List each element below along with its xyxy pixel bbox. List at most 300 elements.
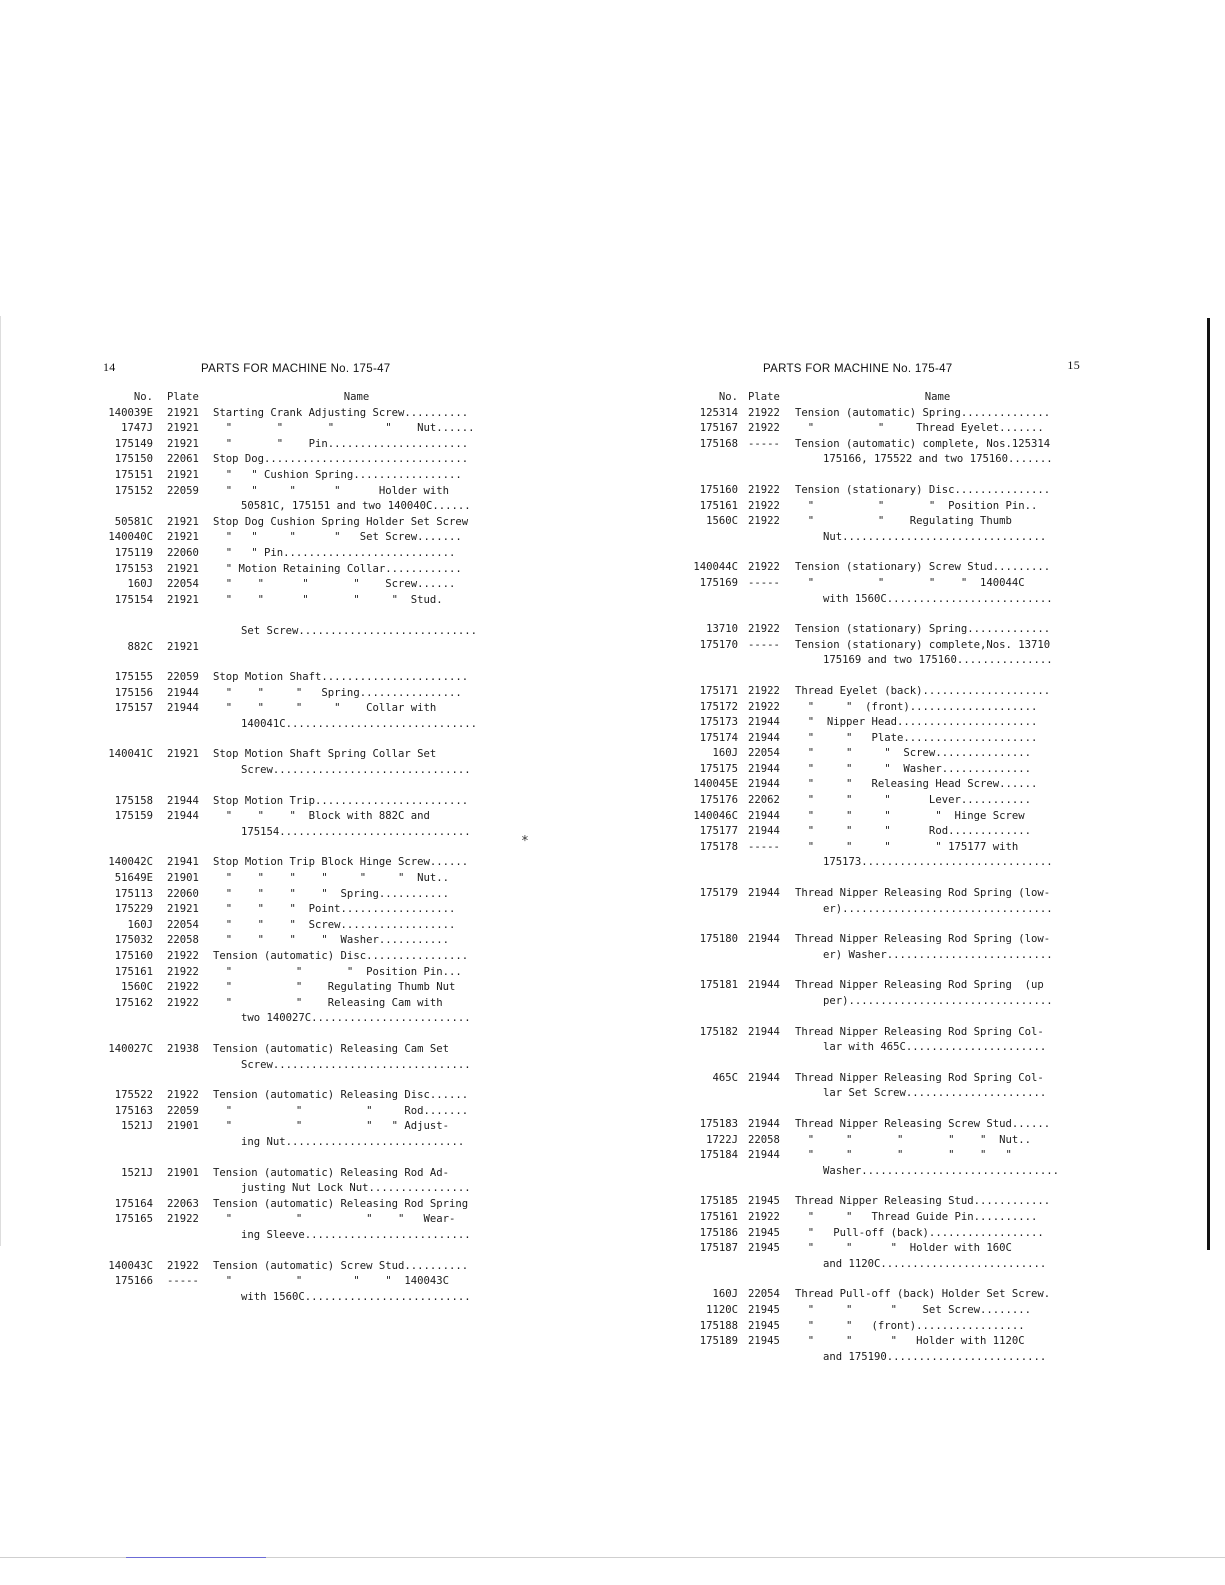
part-name	[795, 793, 1080, 809]
part-name	[213, 747, 500, 778]
part-name-line: " " " Position Pin...	[213, 965, 462, 978]
part-name-line: " " " Spring................	[213, 686, 462, 699]
part-name-line: Thread Nipper Releasing Rod Spring (up	[795, 979, 1044, 992]
part-name	[795, 1287, 1080, 1303]
part-row	[672, 514, 1080, 545]
plate-number: 22060	[167, 546, 199, 559]
part-name-continuation: ing Sleeve..........................	[241, 1228, 471, 1241]
part-name-continuation: and 175190.........................	[823, 1350, 1047, 1363]
part-row	[100, 1088, 500, 1104]
part-number: 175179	[699, 887, 738, 900]
plate-number: 21922	[748, 422, 780, 435]
part-name-continuation: with 1560C..........................	[241, 1290, 471, 1303]
part-name	[213, 809, 500, 840]
part-number: 175181	[699, 979, 738, 992]
part-name	[213, 1212, 500, 1243]
part-name	[213, 546, 500, 562]
plate-number: 21901	[167, 1120, 199, 1133]
right-parts-list	[672, 406, 1080, 1366]
left-page-header	[100, 360, 500, 390]
plate-number: -----	[748, 576, 780, 589]
part-row	[672, 1241, 1080, 1272]
part-name-line: Stop Motion Shaft.......................	[213, 671, 469, 684]
plate-number: 21922	[167, 1089, 199, 1102]
part-name	[795, 622, 1080, 638]
plate-number: 21945	[748, 1319, 780, 1332]
col-name-header: Name	[343, 391, 370, 403]
part-name-line: " " Regulating Thumb Nut	[213, 981, 456, 994]
part-row	[672, 932, 1080, 963]
part-name	[795, 421, 1080, 437]
part-name-line: " " (front).................	[795, 1319, 1025, 1332]
part-number: 175522	[114, 1089, 153, 1102]
part-name-line: Tension (automatic) Releasing Rod Spring	[213, 1197, 469, 1210]
part-name-continuation: and 1120C..........................	[823, 1257, 1047, 1270]
part-name-line: Tension (automatic) Spring..............	[795, 406, 1051, 419]
part-name	[213, 1197, 500, 1213]
right-page-title: PARTS FOR MACHINE No. 175-47	[763, 363, 953, 375]
part-row	[100, 1274, 500, 1305]
part-number: 175032	[114, 934, 153, 947]
part-name	[213, 1042, 500, 1073]
part-row	[100, 996, 500, 1027]
part-name-line: " " " " Collar with	[213, 702, 437, 715]
part-name-line: Tension (automatic) Screw Stud..........	[213, 1259, 469, 1272]
part-name	[795, 978, 1080, 1009]
part-name-line: " " " " Screw......	[213, 578, 456, 591]
part-row	[672, 840, 1080, 871]
part-row	[672, 1117, 1080, 1133]
plate-number: 21944	[748, 825, 780, 838]
part-number: 175160	[699, 483, 738, 496]
part-name-line: " " " " Set Screw.......	[213, 531, 462, 544]
part-name-line: " " " " " Nut..	[795, 1133, 1031, 1146]
part-number: 175184	[699, 1149, 738, 1162]
part-name-line: " " " " Holder with	[213, 484, 449, 497]
plate-number: 21921	[167, 422, 199, 435]
part-row	[100, 887, 500, 903]
part-row	[100, 980, 500, 996]
plate-number: -----	[167, 1275, 199, 1288]
part-row	[672, 700, 1080, 716]
part-name-line: " " " " Spring...........	[213, 887, 449, 900]
part-name	[795, 731, 1080, 747]
plate-number: 22058	[748, 1133, 780, 1146]
right-page	[672, 360, 1080, 1365]
part-number: 175163	[114, 1104, 153, 1117]
part-row	[100, 421, 500, 437]
plate-number: 21944	[748, 1117, 780, 1130]
left-page-title: PARTS FOR MACHINE No. 175-47	[201, 363, 391, 375]
part-row	[672, 886, 1080, 917]
part-name	[213, 965, 500, 981]
part-number: 175113	[114, 887, 153, 900]
part-row	[672, 1133, 1080, 1149]
part-number: 125314	[699, 406, 738, 419]
part-name	[795, 437, 1080, 468]
part-name-line: " Motion Retaining Collar............	[213, 562, 462, 575]
part-row	[672, 437, 1080, 468]
part-number: 175166	[114, 1275, 153, 1288]
part-row	[100, 468, 500, 484]
part-name-continuation	[213, 608, 500, 624]
part-name-line: " " " Lever...........	[795, 794, 1031, 807]
part-number: 175154	[114, 593, 153, 606]
part-row	[100, 577, 500, 593]
right-page-number: 15	[1067, 358, 1080, 372]
part-name-line: " " Plate.....................	[795, 731, 1038, 744]
part-number: 140040C	[108, 531, 153, 544]
part-number: 175155	[114, 671, 153, 684]
part-name	[795, 1071, 1080, 1102]
part-name	[213, 1166, 500, 1197]
part-name-continuation: lar with 465C......................	[823, 1041, 1047, 1054]
part-name-continuation: Washer...............................	[823, 1164, 1059, 1177]
part-row	[100, 1119, 500, 1150]
part-name	[213, 421, 500, 437]
left-page	[100, 360, 500, 1305]
part-number: 175169	[699, 576, 738, 589]
part-row	[100, 871, 500, 887]
part-number: 465C	[712, 1071, 738, 1084]
part-name	[795, 932, 1080, 963]
part-number: 160J	[127, 578, 153, 591]
part-number: 175186	[699, 1226, 738, 1239]
part-name	[795, 514, 1080, 545]
part-name	[213, 640, 500, 656]
part-name-line: " " Pin......................	[213, 437, 469, 450]
part-name-line: " " Cushion Spring.................	[213, 468, 462, 481]
part-name-line: " " " " Wear-	[213, 1213, 456, 1226]
part-row	[100, 933, 500, 949]
part-name-continuation: er) Washer..........................	[823, 948, 1053, 961]
part-number: 140039E	[108, 406, 153, 419]
part-row	[100, 1042, 500, 1073]
part-name-line: Tension (stationary) Spring.............	[795, 623, 1051, 636]
part-name	[795, 1334, 1080, 1365]
part-row	[672, 1303, 1080, 1319]
part-number: 175119	[114, 546, 153, 559]
part-row	[672, 1226, 1080, 1242]
part-row	[672, 762, 1080, 778]
plate-number: 22059	[167, 484, 199, 497]
part-name-line: " " " " " " Nut..	[213, 872, 449, 885]
part-row	[672, 715, 1080, 731]
part-name-continuation: 175166, 175522 and two 175160.......	[823, 453, 1053, 466]
part-name	[213, 468, 500, 484]
part-name	[213, 670, 500, 686]
part-row	[672, 978, 1080, 1009]
plate-number: 21921	[167, 468, 199, 481]
part-name-line: " " " Holder with 160C	[795, 1242, 1012, 1255]
part-row	[100, 484, 500, 515]
part-row	[672, 1334, 1080, 1365]
part-name	[795, 809, 1080, 825]
part-name-line: Thread Nipper Releasing Rod Spring (low-	[795, 933, 1051, 946]
part-name-line: " " " Screw..................	[213, 918, 456, 931]
plate-number: 21921	[167, 531, 199, 544]
part-row	[100, 902, 500, 918]
plate-number: 21944	[748, 762, 780, 775]
part-name	[795, 1303, 1080, 1319]
part-name-line: " " " " 140043C	[213, 1275, 449, 1288]
part-number: 175177	[699, 825, 738, 838]
plate-number: 21944	[748, 778, 780, 791]
part-row	[100, 855, 500, 871]
part-row	[672, 483, 1080, 499]
part-name	[795, 560, 1080, 576]
plate-number: -----	[748, 840, 780, 853]
part-number: 175158	[114, 794, 153, 807]
part-row	[672, 560, 1080, 576]
part-row	[672, 406, 1080, 422]
part-row	[672, 622, 1080, 638]
part-row	[672, 731, 1080, 747]
part-row	[100, 949, 500, 965]
part-number: 882C	[127, 640, 153, 653]
left-page-number: 14	[103, 360, 116, 374]
margin-mark: *	[521, 834, 529, 849]
part-name-line: Tension (automatic) Releasing Cam Set	[213, 1042, 449, 1055]
part-name	[213, 530, 500, 546]
part-number: 160J	[712, 1288, 738, 1301]
plate-number: 22060	[167, 887, 199, 900]
part-name-continuation: Set Screw............................	[241, 624, 477, 637]
part-row	[100, 562, 500, 578]
part-number: 175159	[114, 810, 153, 823]
part-name-continuation: 175173..............................	[823, 856, 1053, 869]
footer-link-underline	[126, 1557, 266, 1558]
part-number: 175173	[699, 716, 738, 729]
part-number: 1521J	[121, 1166, 153, 1179]
part-row	[100, 809, 500, 840]
part-row	[672, 809, 1080, 825]
part-name-continuation: Screw...............................	[241, 764, 471, 777]
right-page-header	[672, 360, 1080, 390]
part-name-line: " " " Position Pin..	[795, 499, 1038, 512]
part-number: 140046C	[693, 809, 738, 822]
part-number: 160J	[127, 918, 153, 931]
part-name-line: " " (front)....................	[795, 700, 1038, 713]
part-name-line: Tension (stationary) complete,Nos. 13710	[795, 638, 1051, 651]
plate-number: 21921	[167, 562, 199, 575]
plate-number: 21922	[167, 1259, 199, 1272]
part-name-line: Stop Motion Trip Block Hinge Screw......	[213, 856, 469, 869]
page-edge-line	[0, 316, 1, 1246]
plate-number: 21944	[748, 809, 780, 822]
plate-number: 21944	[167, 794, 199, 807]
part-number: 175183	[699, 1117, 738, 1130]
part-name-line: " " " " Nut......	[213, 422, 475, 435]
part-number: 175152	[114, 484, 153, 497]
part-number: 175164	[114, 1197, 153, 1210]
part-number: 175156	[114, 686, 153, 699]
part-name-continuation: 140041C..............................	[241, 717, 477, 730]
plate-number: 22054	[167, 578, 199, 591]
part-name	[795, 840, 1080, 871]
part-number: 1120C	[706, 1303, 738, 1316]
plate-number: 21941	[167, 856, 199, 869]
part-row	[672, 1319, 1080, 1335]
plate-number: 22059	[167, 1104, 199, 1117]
part-number: 175172	[699, 700, 738, 713]
part-number: 175174	[699, 731, 738, 744]
part-name-line: " " Releasing Head Screw......	[795, 778, 1038, 791]
plate-number: 21922	[748, 700, 780, 713]
part-name	[213, 406, 500, 422]
part-name-line: Tension (automatic) Disc................	[213, 950, 469, 962]
part-number: 175167	[699, 422, 738, 435]
part-name	[795, 1148, 1080, 1179]
part-number: 175162	[114, 996, 153, 1009]
part-number: 1722J	[706, 1133, 738, 1146]
plate-number: 21944	[167, 702, 199, 715]
part-row	[100, 686, 500, 702]
plate-number: 22063	[167, 1197, 199, 1210]
part-number: 175153	[114, 562, 153, 575]
part-name-line: " Nipper Head......................	[795, 716, 1038, 729]
part-name	[213, 996, 500, 1027]
part-name-line: Starting Crank Adjusting Screw..........	[213, 406, 469, 419]
plate-number: 21921	[167, 640, 199, 653]
part-name	[795, 576, 1080, 607]
part-name-line: " " " " " "	[795, 1149, 1012, 1162]
part-row	[672, 576, 1080, 607]
part-name	[795, 1226, 1080, 1242]
part-name-line: " " " " 175177 with	[795, 840, 1019, 853]
part-name	[213, 918, 500, 934]
part-row	[100, 546, 500, 562]
part-row	[100, 1212, 500, 1243]
part-name-continuation: er).................................	[823, 902, 1053, 915]
plate-number: 21922	[748, 515, 780, 528]
part-number: 175150	[114, 453, 153, 466]
part-number: 140041C	[108, 748, 153, 761]
part-name	[795, 1117, 1080, 1133]
plate-number: 21922	[748, 406, 780, 419]
part-name	[213, 437, 500, 453]
part-name	[213, 933, 500, 949]
part-name	[795, 746, 1080, 762]
part-name-line: Thread Nipper Releasing Screw Stud......	[795, 1117, 1051, 1130]
part-row	[672, 746, 1080, 762]
part-name	[795, 483, 1080, 499]
part-row	[672, 1025, 1080, 1056]
part-number: 1747J	[121, 422, 153, 435]
plate-number: 21922	[748, 1210, 780, 1223]
part-row	[100, 918, 500, 934]
part-name-line: " " " " Washer...........	[213, 934, 449, 947]
part-row	[100, 515, 500, 531]
part-number: 140045E	[693, 778, 738, 791]
part-name-continuation: 175169 and two 175160...............	[823, 654, 1053, 667]
part-row	[100, 670, 500, 686]
plate-number: 21921	[167, 515, 199, 528]
plate-number: 21945	[748, 1303, 780, 1316]
part-name	[795, 1210, 1080, 1226]
plate-number: 22061	[167, 453, 199, 466]
part-name	[213, 902, 500, 918]
part-number: 175185	[699, 1195, 738, 1208]
plate-number: 21921	[167, 903, 199, 916]
part-name-line: Tension (automatic) Releasing Rod Ad-	[213, 1166, 449, 1179]
plate-number: 21944	[748, 979, 780, 992]
part-number: 175161	[699, 499, 738, 512]
part-name-line: Thread Nipper Releasing Rod Spring Col-	[795, 1071, 1044, 1084]
part-name-line: Thread Eyelet (back)....................	[795, 684, 1051, 697]
plate-number: 21944	[748, 1149, 780, 1162]
plate-number: 21938	[167, 1042, 199, 1055]
plate-number: 22062	[748, 794, 780, 807]
part-name	[795, 1241, 1080, 1272]
part-name	[213, 1088, 500, 1104]
part-row	[672, 1210, 1080, 1226]
part-name	[795, 700, 1080, 716]
part-name	[795, 1194, 1080, 1210]
plate-number: 21922	[748, 483, 780, 496]
part-name-line: " " " Rod.......	[213, 1104, 469, 1117]
part-name-continuation: two 140027C.........................	[241, 1012, 471, 1025]
part-number: 1560C	[121, 981, 153, 994]
part-name	[213, 855, 500, 871]
part-name	[213, 1259, 500, 1275]
plate-number: 21945	[748, 1226, 780, 1239]
part-name	[213, 887, 500, 903]
part-row	[100, 1259, 500, 1275]
plate-number: 21944	[748, 1071, 780, 1084]
part-name-continuation: lar Set Screw......................	[823, 1087, 1047, 1100]
part-name	[795, 762, 1080, 778]
col-no-header: No.	[718, 391, 738, 403]
part-name	[795, 715, 1080, 731]
part-name-continuation: with 1560C..........................	[823, 592, 1053, 605]
part-number: 175187	[699, 1242, 738, 1255]
part-name-continuation: 175154..............................	[241, 825, 471, 838]
part-number: 140043C	[108, 1259, 153, 1272]
part-name-line: Stop Dog................................	[213, 453, 469, 466]
part-name	[795, 638, 1080, 669]
part-row	[100, 530, 500, 546]
part-name	[213, 871, 500, 887]
part-row	[672, 421, 1080, 437]
part-name-line: Stop Motion Shaft Spring Collar Set	[213, 748, 437, 761]
part-row	[100, 1166, 500, 1197]
part-name-line: Stop Dog Cushion Spring Holder Set Screw	[213, 515, 469, 528]
part-name-line: Tension (stationary) Screw Stud.........	[795, 561, 1051, 574]
part-name-line: " " Releasing Cam with	[213, 996, 443, 1009]
left-parts-list	[100, 406, 500, 1306]
plate-number: 21901	[167, 1166, 199, 1179]
part-number: 175161	[114, 965, 153, 978]
plate-number: 21922	[167, 1213, 199, 1226]
part-name	[213, 1104, 500, 1120]
part-name-line: Tension (automatic) Releasing Disc......	[213, 1089, 469, 1102]
plate-number: 21944	[167, 810, 199, 823]
part-name	[795, 777, 1080, 793]
part-name	[795, 1025, 1080, 1056]
part-row	[672, 793, 1080, 809]
part-name-line: " " " " " Stud.	[213, 593, 443, 606]
plate-number: 21944	[748, 731, 780, 744]
part-name	[213, 701, 500, 732]
part-name	[795, 1133, 1080, 1149]
part-name-line: Tension (stationary) Disc...............	[795, 483, 1051, 496]
part-name-line: " Pull-off (back)..................	[795, 1226, 1044, 1239]
plate-number: 21921	[167, 437, 199, 450]
part-number: 175189	[699, 1335, 738, 1348]
part-row	[100, 437, 500, 453]
part-name	[795, 886, 1080, 917]
